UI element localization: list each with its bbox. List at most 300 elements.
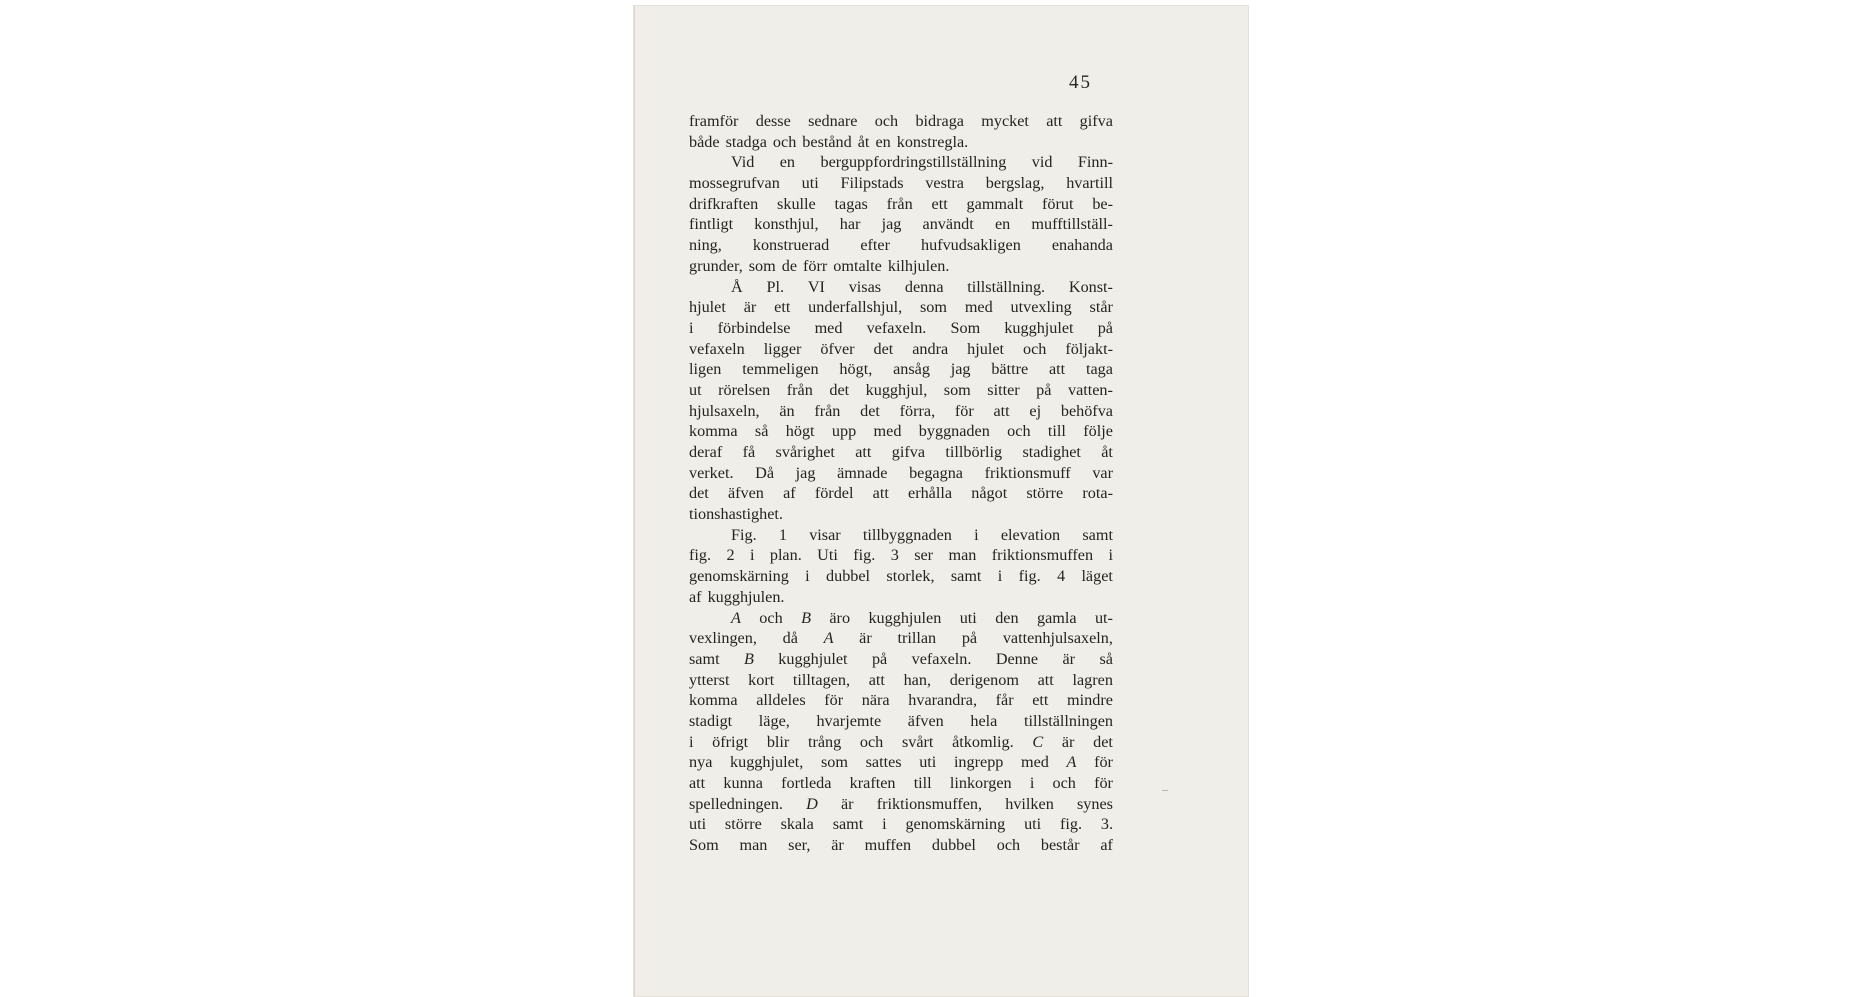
word: efter (860, 236, 890, 255)
word: fortleda (781, 774, 832, 792)
word: att (1049, 360, 1066, 379)
word: hufvudsakligen (921, 236, 1021, 255)
word: får (995, 691, 1014, 710)
word: erhålla (908, 484, 953, 503)
word: friktionsmuffen (991, 546, 1094, 565)
word: mycket (981, 112, 1029, 130)
word: friktionsmuffen, (876, 794, 983, 813)
word: A (823, 629, 834, 648)
word: för (954, 401, 974, 420)
word: i (882, 815, 887, 834)
word: man (739, 836, 768, 855)
word: är (1061, 732, 1075, 751)
word: konsthjul, (754, 215, 819, 234)
word: i (689, 318, 694, 337)
text-line (689, 773, 1113, 794)
word: på (871, 649, 888, 668)
word: storlek, (886, 567, 935, 586)
word: tillbyggnaden (862, 525, 952, 544)
word: består (1040, 836, 1080, 855)
word: är (831, 836, 844, 855)
text-line (689, 318, 1113, 339)
word: är (859, 629, 872, 648)
word: vatten- (1067, 380, 1113, 399)
word: man (948, 546, 977, 565)
word: uti (1024, 815, 1042, 834)
word: nära (861, 691, 890, 710)
word: drifkraften (689, 194, 759, 213)
word: ett (774, 298, 791, 317)
word: med (964, 298, 993, 317)
word: sitter (987, 380, 1020, 399)
word: hvarjemte (816, 711, 882, 730)
word: förra, (899, 401, 936, 420)
word: mossegrufvan (689, 174, 780, 193)
word: och (874, 112, 899, 130)
word: ett (1032, 691, 1049, 710)
word: samt (1082, 525, 1113, 544)
word: desse (755, 112, 791, 130)
word: den (995, 608, 1019, 627)
text-line (689, 670, 1113, 691)
word: nya (689, 753, 713, 772)
word: till (1047, 422, 1066, 441)
word: vexlingen, (689, 629, 757, 648)
word: samt (689, 649, 720, 668)
word: det (829, 380, 850, 399)
word: af (783, 484, 796, 503)
word: genomskärning (905, 815, 1006, 834)
word: högt (785, 422, 815, 441)
word: uti (919, 753, 937, 772)
word: trång (807, 732, 842, 751)
text-line (689, 442, 1113, 463)
word: berguppfordringstillställning (820, 153, 1007, 172)
word: muffen (864, 836, 912, 855)
word: B (801, 608, 811, 627)
body-text (689, 111, 1113, 856)
word: lagren (1072, 670, 1113, 689)
word: jag (795, 463, 816, 482)
word: från (814, 401, 841, 420)
word: högt, (839, 360, 873, 379)
word: A (731, 608, 741, 627)
word: förr (803, 256, 828, 275)
word: kugghjulet, (730, 753, 804, 772)
word: för (1094, 774, 1113, 792)
word: tagas (834, 194, 868, 213)
word: fig. (853, 546, 876, 565)
word: användt (922, 215, 974, 234)
word: något (971, 484, 1008, 503)
word: svårt (901, 732, 934, 751)
text-line (689, 711, 1113, 732)
word: bidraga (915, 112, 964, 130)
text-line (689, 277, 1113, 298)
word: 4 (1057, 567, 1066, 586)
word: att (868, 670, 885, 689)
word: för (1094, 753, 1113, 772)
text-line (689, 835, 1113, 856)
word: uti (959, 608, 977, 627)
word: byggnaden (918, 422, 990, 441)
text-line (689, 401, 1113, 422)
word: det (873, 339, 894, 358)
word: ut- (1094, 608, 1113, 627)
text-line (689, 504, 1113, 525)
word: af (689, 587, 702, 606)
word: kugghjulen (868, 608, 942, 627)
word: trillan (897, 629, 937, 648)
word: synes (1076, 794, 1113, 813)
word: i (1029, 774, 1035, 792)
word: kort (748, 670, 775, 689)
word: var (1092, 463, 1113, 482)
word: gammalt (966, 194, 1024, 213)
word: och (1007, 422, 1031, 441)
word: har (839, 215, 861, 234)
word: denna (904, 277, 944, 296)
word: att (872, 484, 889, 503)
word: och (859, 732, 884, 751)
word: äfven (907, 711, 944, 730)
word: hela (970, 711, 998, 730)
word: till (913, 774, 932, 792)
word: för (824, 691, 844, 710)
word: åtkomlig. (952, 732, 1014, 751)
word: Då (755, 463, 775, 482)
word: då (782, 629, 798, 648)
word: begagna (909, 463, 963, 482)
word: af (1100, 836, 1113, 855)
word: 3. (1100, 815, 1113, 834)
word: ett (931, 194, 948, 213)
word: Som (950, 318, 981, 337)
word: större (724, 815, 762, 834)
word: de (781, 256, 798, 275)
word: Å (731, 277, 743, 296)
text-line (689, 421, 1113, 442)
word: C (1032, 732, 1044, 751)
text-line (689, 566, 1113, 587)
word: taga (1086, 360, 1113, 379)
word: det (689, 484, 709, 503)
word: konstruerad (752, 236, 830, 255)
word: jag (950, 360, 971, 379)
text-line (689, 628, 1113, 649)
word: stadighet (1022, 443, 1081, 461)
word: ligger (763, 339, 802, 358)
word: spelledningen. (689, 794, 783, 813)
word: från (786, 380, 813, 399)
word: hjulsaxeln, (689, 401, 760, 420)
word: temmeligen (742, 360, 819, 379)
word: hvarandra, (908, 691, 978, 710)
text-line (689, 732, 1113, 753)
word: följe (1083, 422, 1113, 441)
word: kraften (849, 774, 896, 792)
text-line (689, 152, 1113, 173)
word: ut (689, 380, 702, 399)
word: linkorgen (949, 774, 1012, 792)
word: äfven (727, 484, 764, 503)
word: följakt- (1065, 339, 1113, 358)
word: Uti (817, 546, 838, 565)
word: det (860, 401, 880, 420)
word: åt (857, 132, 870, 151)
word: Denne (995, 649, 1039, 668)
word: en (779, 153, 796, 172)
word: visas (848, 277, 882, 296)
word: hvartill (1066, 174, 1113, 193)
word: bestånd (802, 132, 852, 151)
word: på (961, 629, 978, 648)
word: tionshastighet. (689, 505, 783, 524)
word: komma (689, 691, 738, 710)
word: läge, (758, 711, 790, 730)
word: ingrepp (953, 753, 1004, 772)
word: grunder, (689, 256, 743, 275)
word: som (919, 298, 947, 317)
word: bergslag, (985, 174, 1045, 193)
word: förut (1042, 194, 1074, 213)
word: deraf (689, 443, 723, 461)
word: och (1052, 774, 1076, 792)
page-number: 45 (1069, 72, 1092, 93)
text-line (689, 525, 1113, 546)
word: Pl. (766, 277, 785, 296)
text-line (689, 194, 1113, 215)
word: gamla (1036, 608, 1077, 627)
word: ytterst (689, 670, 730, 689)
word: sattes (865, 753, 902, 772)
word: alldeles (756, 691, 806, 710)
word: vefaxeln. (866, 318, 927, 337)
word: dubbel (826, 567, 871, 586)
word: att (1037, 670, 1054, 689)
text-line (689, 256, 1113, 277)
word: Finn- (1077, 153, 1113, 172)
word: med (814, 318, 843, 337)
word: med (873, 422, 902, 441)
word: stadga (725, 132, 767, 151)
text-line (689, 649, 1113, 670)
word: att (689, 774, 706, 792)
word: fintligt (689, 215, 734, 234)
word: mufftillställ- (1031, 215, 1113, 234)
word: det (1093, 732, 1113, 751)
word: verket. (689, 463, 734, 482)
text-line (689, 359, 1113, 380)
word: D (806, 794, 818, 813)
word: i (974, 525, 979, 544)
word: enahanda (1051, 236, 1113, 255)
word: ning, (689, 236, 722, 255)
word: öfrigt (712, 732, 749, 751)
text-line (689, 173, 1113, 194)
text-line (689, 752, 1113, 773)
word: jag (881, 215, 902, 234)
word: kugghjulen. (707, 587, 785, 606)
word: genomskärning (689, 567, 789, 586)
word: A (1066, 753, 1077, 772)
word: en (875, 132, 891, 151)
word: få (742, 443, 756, 461)
word: vattenhjulsaxeln, (1002, 629, 1113, 648)
word: framför (689, 112, 739, 130)
word: Konst- (1068, 277, 1113, 296)
margin-mark (1162, 790, 1168, 791)
word: förbindelse (717, 318, 791, 337)
word: kunna (723, 774, 763, 792)
word: Som (689, 836, 719, 855)
word: rota- (1082, 484, 1113, 503)
word: en (994, 215, 1011, 234)
word: skulle (777, 194, 816, 213)
word: ämnade (837, 463, 888, 482)
text-line (689, 608, 1113, 629)
word: och (1022, 339, 1047, 358)
text-line (689, 339, 1113, 360)
word: och (772, 132, 797, 151)
word: 2 (726, 546, 735, 565)
word: gifva (1079, 112, 1113, 130)
word: svårighet (775, 443, 835, 461)
word: fig. (1060, 815, 1083, 834)
word: som (820, 753, 848, 772)
word: både (689, 132, 720, 151)
text-line (689, 111, 1113, 132)
word: omtalte (833, 256, 882, 275)
word: på (1097, 318, 1113, 337)
word: att (1046, 112, 1063, 130)
word: fig. (1018, 567, 1041, 586)
word: rörelsen (718, 380, 771, 399)
word: gifva (891, 443, 926, 461)
text-line (689, 483, 1113, 504)
word: så (754, 422, 769, 441)
word: tilltagen, (792, 670, 851, 689)
word: från (886, 194, 913, 213)
word: derigenom (949, 670, 1019, 689)
word: står (1089, 298, 1113, 317)
word: be- (1092, 194, 1113, 213)
word: vefaxeln. (911, 649, 972, 668)
word: öfver (820, 339, 855, 358)
word: äro (829, 608, 851, 627)
text-line (689, 587, 1113, 608)
word: utvexling (1010, 298, 1072, 317)
word: kilhjulen. (887, 256, 950, 275)
word: blir (766, 732, 790, 751)
word: tillställningen (1023, 711, 1113, 730)
word: vid (1031, 153, 1053, 172)
word: Filipstads (840, 174, 904, 193)
word: visar (809, 525, 841, 544)
word: än (779, 401, 795, 420)
word: underfallshjul, (808, 298, 903, 317)
word: tillbörlig (945, 443, 1003, 461)
word: vefaxeln (689, 339, 745, 358)
word: upp (831, 422, 857, 441)
word: samt (832, 815, 864, 834)
word: uti (689, 815, 707, 834)
word: och (759, 608, 783, 627)
word: större (1026, 484, 1064, 503)
word: kugghjulet (1004, 318, 1074, 337)
word: B (743, 649, 754, 668)
text-line (689, 463, 1113, 484)
text-line (689, 545, 1113, 566)
word: hjulet (689, 298, 726, 317)
word: åt (1101, 443, 1113, 461)
word: stadigt (689, 711, 733, 730)
word: läget (1081, 567, 1113, 586)
text-line (689, 235, 1113, 256)
word: 1 (778, 525, 787, 544)
word: är (840, 794, 854, 813)
text-line (689, 214, 1113, 235)
word: fördel (814, 484, 854, 503)
word: i (1108, 546, 1113, 565)
word: ej (1029, 401, 1042, 420)
word: i (749, 546, 755, 565)
word: bättre (991, 360, 1029, 379)
word: Vid (731, 153, 755, 172)
word: i (997, 567, 1003, 586)
word: ansåg (893, 360, 930, 379)
word: han, (903, 670, 931, 689)
word: fig. (689, 546, 712, 565)
word: ser (914, 546, 934, 565)
word: är (1062, 649, 1076, 668)
word: på (1036, 380, 1052, 399)
word: är (743, 298, 757, 317)
word: 3 (890, 546, 899, 565)
text-line (689, 297, 1113, 318)
word: och (996, 836, 1021, 855)
word: plan. (769, 546, 802, 565)
word: ligen (689, 360, 722, 379)
word: elevation (1000, 525, 1061, 544)
word: ser, (788, 836, 811, 855)
text-line (689, 380, 1113, 401)
word: Fig. (731, 525, 757, 544)
word: i (805, 567, 810, 586)
text-line (689, 814, 1113, 835)
word: i (689, 732, 694, 751)
word: andra (912, 339, 949, 358)
word: konstregla. (896, 132, 969, 151)
text-line (689, 794, 1113, 815)
word: VI (807, 277, 825, 296)
word: komma (689, 422, 738, 441)
word: samt (950, 567, 982, 586)
text-line (689, 690, 1113, 711)
word: tillställning. (967, 277, 1046, 296)
word: som (748, 256, 776, 275)
word: som (943, 380, 971, 399)
word: hjulet (967, 339, 1005, 358)
word: friktionsmuff (984, 463, 1071, 482)
word: kugghjulet (778, 649, 848, 668)
word: dubbel (931, 836, 976, 855)
word: behöfva (1060, 401, 1113, 420)
text-line (689, 132, 1113, 153)
word: sednare (808, 112, 858, 130)
word: mindre (1067, 691, 1113, 710)
word: att (993, 401, 1010, 420)
